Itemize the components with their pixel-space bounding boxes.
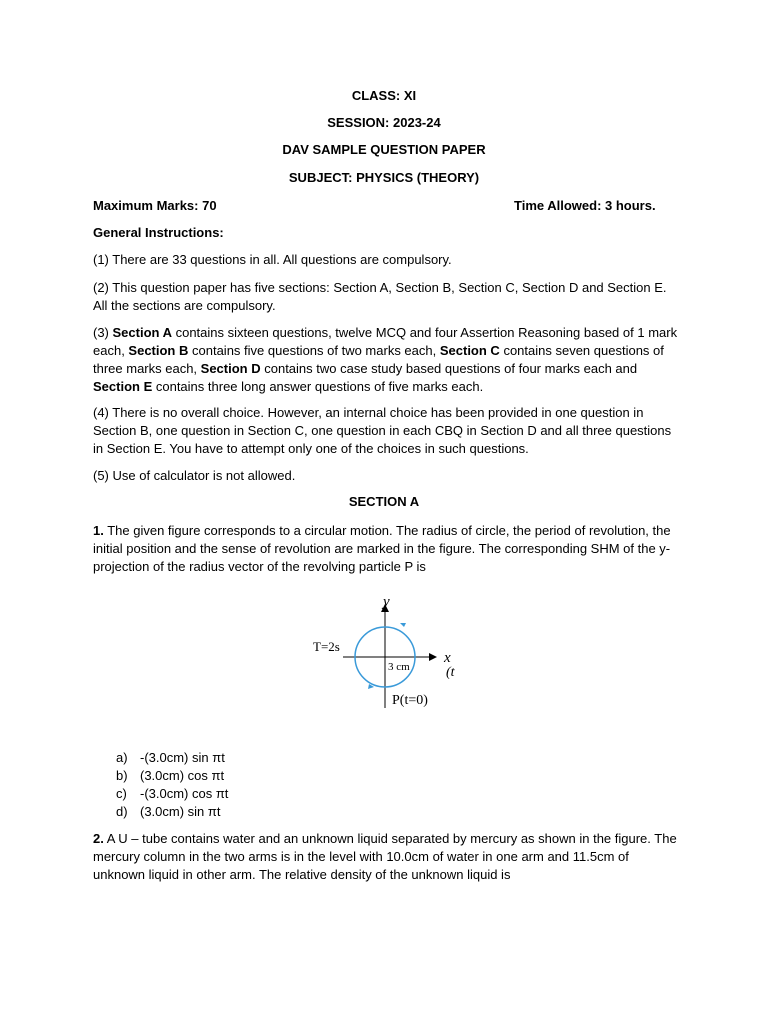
y-axis-label: y xyxy=(383,594,390,610)
option-d xyxy=(116,803,220,821)
instruction-3-text: contains five questions of two marks each, xyxy=(188,343,440,358)
instruction-5: (5) Use of calculator is not allowed. xyxy=(93,468,296,483)
option-text: -(3.0cm) sin πt xyxy=(140,750,225,765)
instruction-4: (4) There is no overall choice. However, an internal choice has been provided in one question in Section B, one question in Section C, one question in each CBQ in Section D and all three questions in Section E. You have to attempt only one of the choices in such questions. xyxy=(93,405,672,456)
instruction-3-text: contains three long answer questions of five marks each. xyxy=(152,379,484,394)
option-label: d) xyxy=(116,804,128,819)
instruction-3-text: contains sixteen questions, twelve MCQ and four Assertion Reasoning based of 1 mark each, xyxy=(93,325,678,358)
period-label: T=2s xyxy=(313,639,340,654)
option-text: (3.0cm) sin πt xyxy=(140,804,221,819)
x-axis-label: x xyxy=(444,650,451,666)
option-b xyxy=(116,767,224,785)
question-1 xyxy=(93,522,678,576)
instruction-3-text: contains two case study based questions of four marks each and xyxy=(260,361,638,376)
section-d-ref: Section D xyxy=(200,361,261,376)
instruction-3-text: (3) xyxy=(93,325,113,340)
t-label: (t xyxy=(446,665,455,680)
class-heading: CLASS: XI xyxy=(351,88,417,103)
instructions-title: General Instructions: xyxy=(93,225,224,240)
section-c-ref: Section C xyxy=(439,343,500,358)
section-a-heading: SECTION A xyxy=(348,494,420,509)
option-label: b) xyxy=(116,768,128,783)
subject-heading: SUBJECT: PHYSICS (THEORY) xyxy=(288,170,480,185)
option-label: c) xyxy=(116,786,127,801)
question-number: 2. xyxy=(93,831,104,846)
option-text: (3.0cm) cos πt xyxy=(140,768,225,783)
radius-label: 3 cm xyxy=(388,661,410,673)
session-heading: SESSION: 2023-24 xyxy=(327,115,441,130)
max-marks: Maximum Marks: 70 xyxy=(93,198,217,213)
instruction-1: (1) There are 33 questions in all. All questions are compulsory. xyxy=(93,252,452,267)
question-2 xyxy=(93,830,678,884)
circular-motion-figure xyxy=(305,590,475,720)
direction-arrow-icon xyxy=(400,623,406,627)
question-text: The given figure corresponds to a circular motion. The radius of circle, the period of revolution, the initial position and the sense of revolution are marked in the figure. The corresponding SHM of the y-projection of the radius vector of the revolving particle P is xyxy=(93,523,671,574)
section-e-ref: Section E xyxy=(93,379,153,394)
instruction-3 xyxy=(93,324,678,396)
option-label: a) xyxy=(116,750,128,765)
option-a xyxy=(116,749,225,767)
point-p-label: P(t=0) xyxy=(392,693,428,708)
question-text: A U – tube contains water and an unknown liquid separated by mercury as shown in the figure. The mercury column in the two arms is in the level with 10.0cm of water in one arm and 11.5cm of unknown liquid in other arm. The relative density of the unknown liquid is xyxy=(93,831,677,882)
instruction-2: (2) This question paper has five sections: Section A, Section B, Section C, Section D and Section E. All the sections are compulsory. xyxy=(93,280,667,313)
time-allowed: Time Allowed: 3 hours. xyxy=(514,198,656,213)
instruction-3-text: contains seven questions of three marks each, xyxy=(93,343,664,376)
option-text: -(3.0cm) cos πt xyxy=(140,786,229,801)
section-b-ref: Section B xyxy=(128,343,189,358)
paper-title: DAV SAMPLE QUESTION PAPER xyxy=(282,142,486,157)
question-number: 1. xyxy=(93,523,104,538)
section-a-ref: Section A xyxy=(112,325,172,340)
option-c xyxy=(116,785,228,803)
